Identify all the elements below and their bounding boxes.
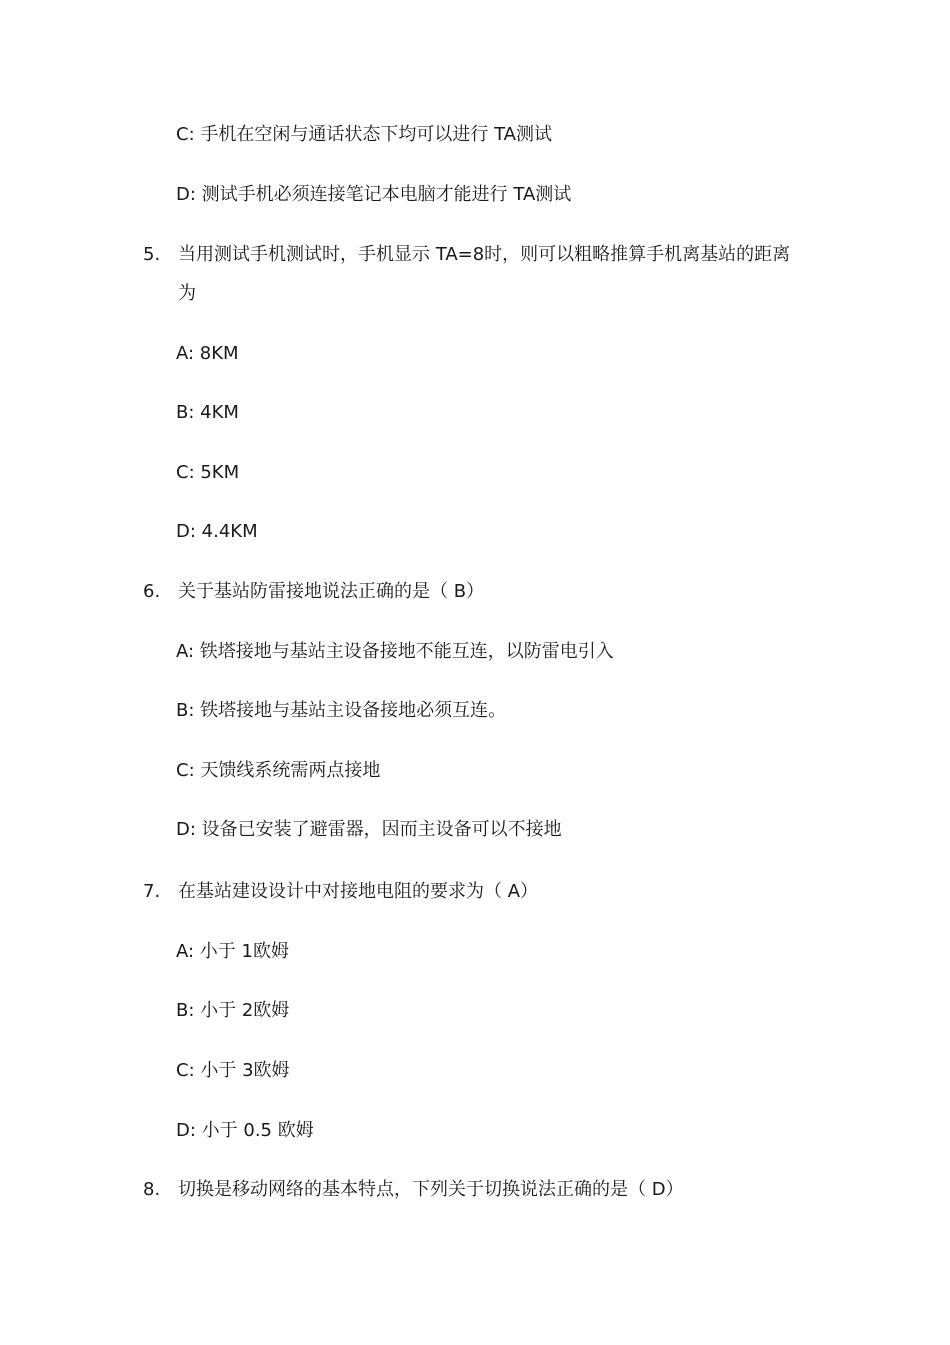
q5-option-a: A: 8KM [176,343,239,364]
question-5-continuation: 为 [178,283,196,304]
question-6-text: 关于基站防雷接地说法正确的是（ B） [178,581,485,602]
q7-option-a: A: 小于 1欧姆 [176,941,289,962]
question-8-number: 8. [143,1179,161,1200]
question-6-number: 6. [143,581,161,602]
q7-option-d: D: 小于 0.5 欧姆 [176,1120,314,1141]
question-5-number: 5. [143,244,161,265]
question-5-text: 当用测试手机测试时，手机显示 TA=8时，则可以粗略推算手机离基站的距离 [178,244,791,265]
q6-option-a: A: 铁塔接地与基站主设备接地不能互连，以防雷电引入 [176,641,614,662]
line-2: D: 测试手机必须连接笔记本电脑才能进行 TA测试 [176,184,572,205]
q5-option-d: D: 4.4KM [176,521,258,542]
q5-option-b: B: 4KM [176,402,239,423]
question-8-text: 切换是移动网络的基本特点，下列关于切换说法正确的是（ D） [178,1179,684,1200]
q7-option-c: C: 小于 3欧姆 [176,1060,290,1081]
q5-option-c: C: 5KM [176,462,240,483]
question-7-number: 7. [143,881,161,902]
line-1: C: 手机在空闲与通话状态下均可以进行 TA测试 [176,124,552,145]
q6-option-b: B: 铁塔接地与基站主设备接地必须互连。 [176,700,507,721]
q7-option-b: B: 小于 2欧姆 [176,1000,290,1021]
q6-option-c: C: 天馈线系统需两点接地 [176,760,381,781]
q6-option-d: D: 设备已安装了避雷器，因而主设备可以不接地 [176,819,562,840]
question-7-text: 在基站建设设计中对接地电阻的要求为（ A） [178,881,539,902]
